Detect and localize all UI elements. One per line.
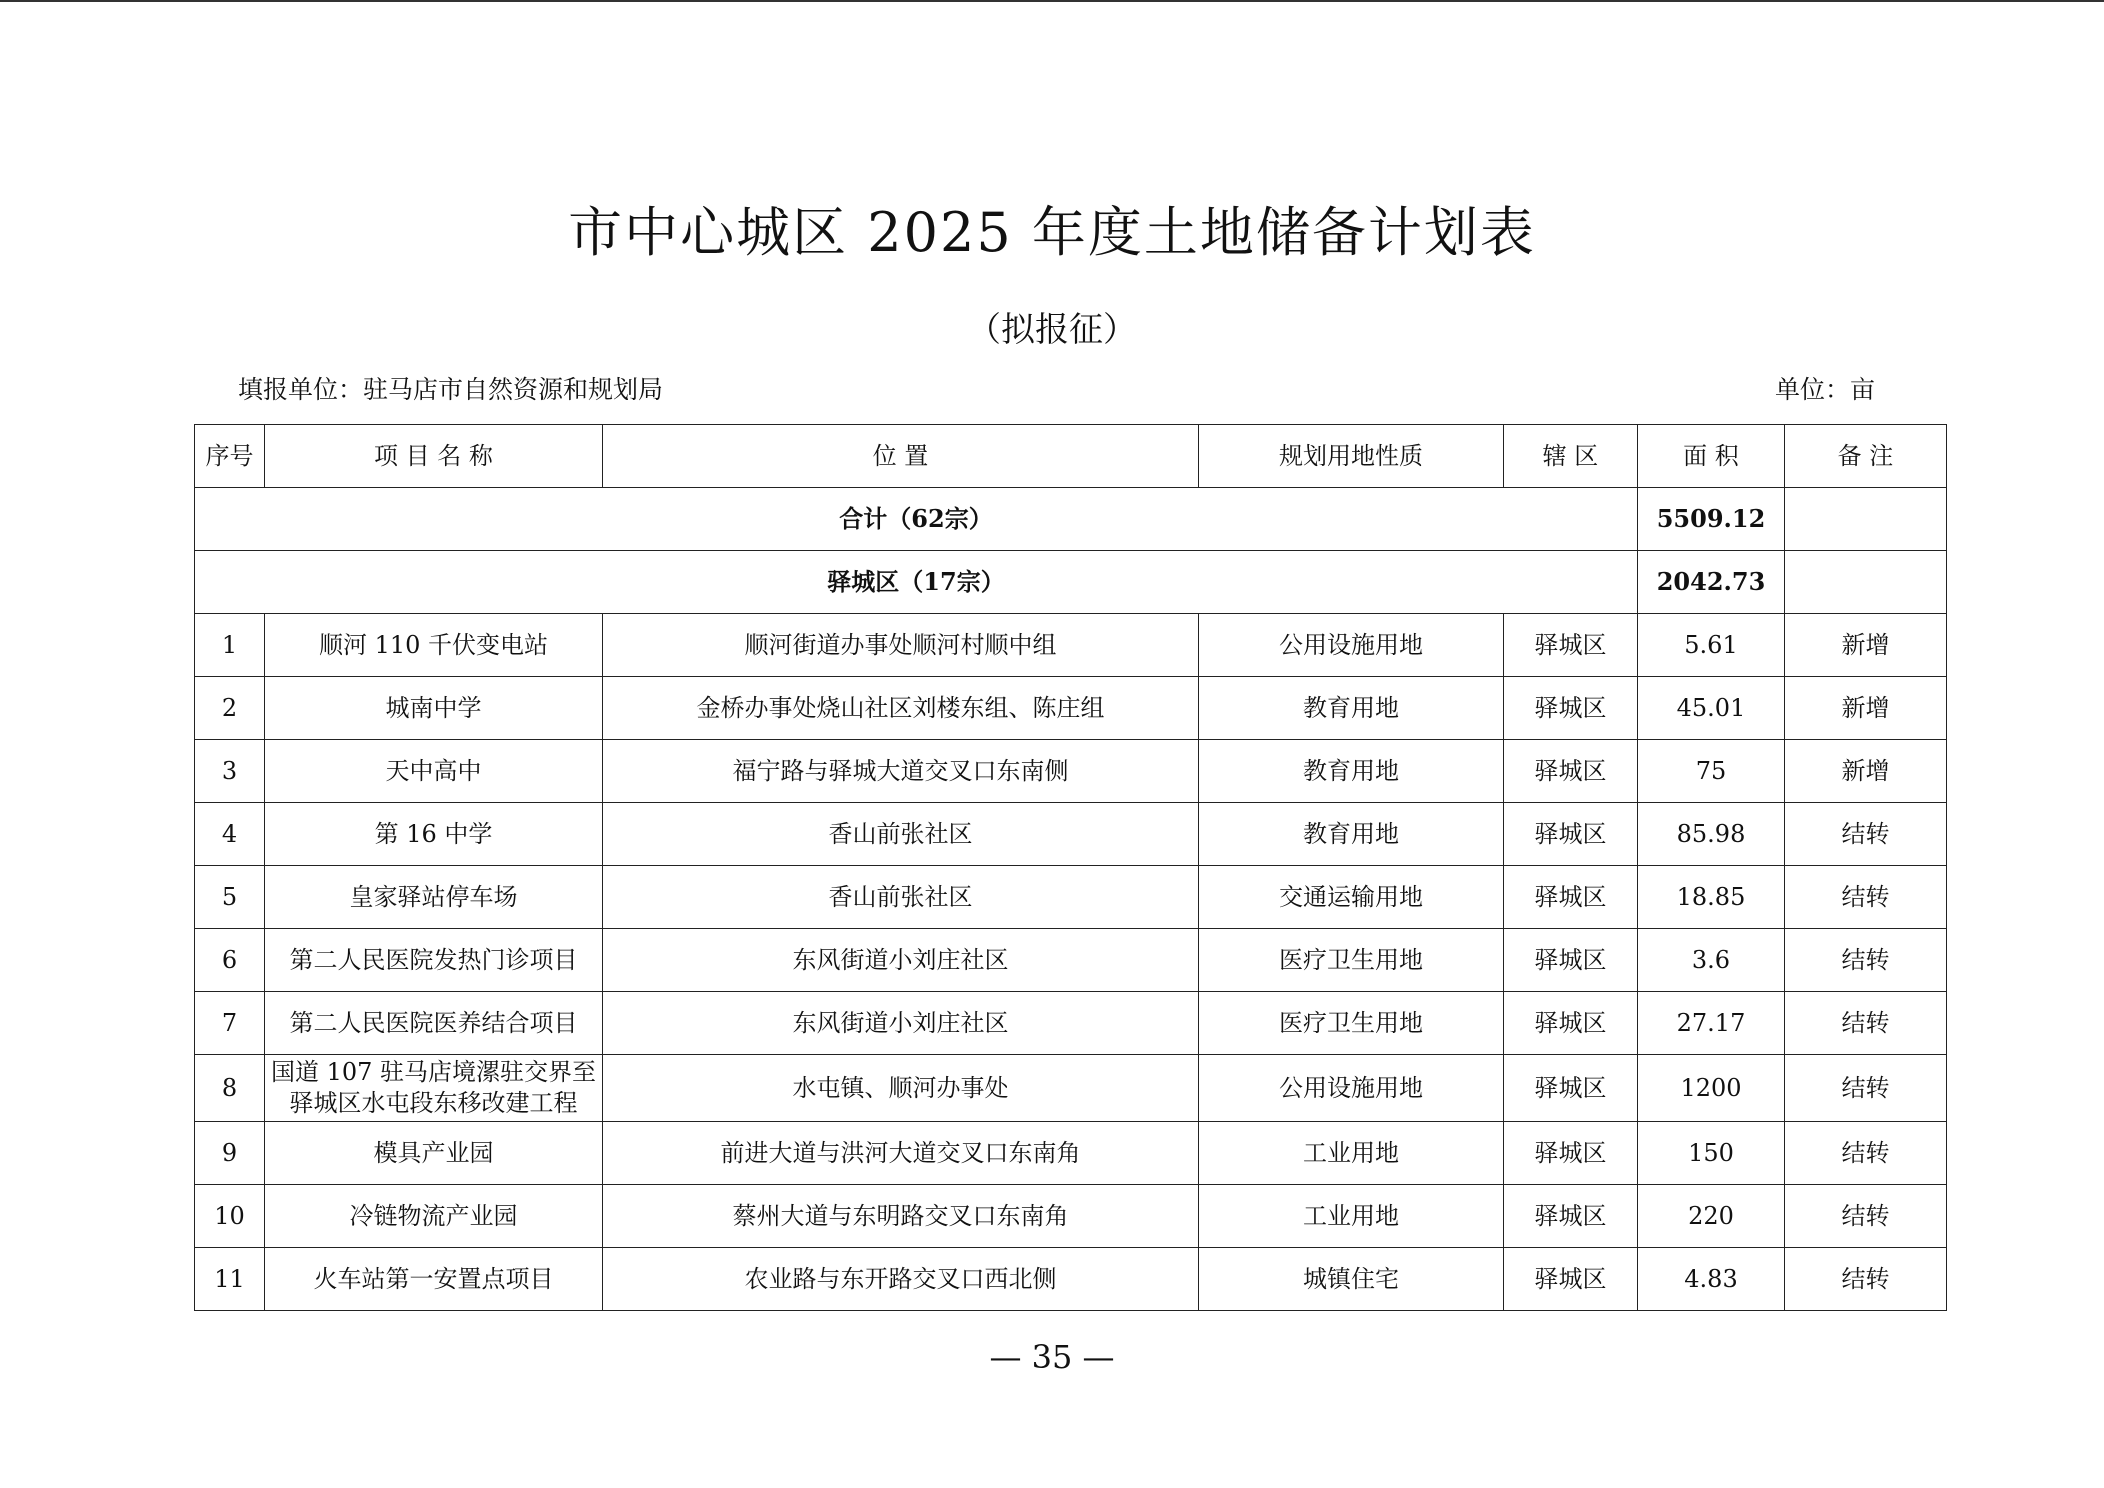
page-number: — 35 — (989, 1338, 1115, 1376)
table-row (195, 866, 1947, 929)
cell-location: 东风街道小刘庄社区 (603, 929, 1199, 992)
cell-name: 冷链物流产业园 (265, 1185, 603, 1248)
cell-no: 5 (195, 866, 265, 929)
cell-district: 驿城区 (1504, 803, 1638, 866)
cell-district: 驿城区 (1504, 1248, 1638, 1311)
table-row (195, 1248, 1947, 1311)
cell-location: 顺河街道办事处顺河村顺中组 (603, 614, 1199, 677)
subtotal-area: 2042.73 (1638, 551, 1785, 614)
cell-location: 香山前张社区 (603, 866, 1199, 929)
table-row (195, 1122, 1947, 1185)
cell-name (265, 1055, 603, 1122)
cell-note: 结转 (1785, 929, 1947, 992)
cell-district: 驿城区 (1504, 929, 1638, 992)
cell-use: 工业用地 (1199, 1122, 1504, 1185)
table-header-row (195, 425, 1947, 488)
cell-district: 驿城区 (1504, 677, 1638, 740)
table-row (195, 1055, 1947, 1122)
header-name: 项 目 名 称 (265, 425, 603, 488)
document-subtitle: （拟报征） (967, 310, 1137, 350)
header-no: 序号 (195, 425, 265, 488)
cell-note: 结转 (1785, 1122, 1947, 1185)
table-row (195, 614, 1947, 677)
cell-location: 香山前张社区 (603, 803, 1199, 866)
subtotal-label: 驿城区（17宗） (195, 551, 1638, 614)
cell-district: 驿城区 (1504, 1122, 1638, 1185)
cell-location: 前进大道与洪河大道交叉口东南角 (603, 1122, 1199, 1185)
cell-no: 1 (195, 614, 265, 677)
cell-note: 结转 (1785, 1055, 1947, 1122)
cell-area: 4.83 (1638, 1248, 1785, 1311)
cell-use: 公用设施用地 (1199, 1055, 1504, 1122)
cell-name: 顺河 110 千伏变电站 (265, 614, 603, 677)
cell-note: 新增 (1785, 614, 1947, 677)
cell-no: 9 (195, 1122, 265, 1185)
cell-name: 天中高中 (265, 740, 603, 803)
cell-name: 火车站第一安置点项目 (265, 1248, 603, 1311)
cell-no: 3 (195, 740, 265, 803)
cell-no: 8 (195, 1055, 265, 1122)
cell-location: 蔡州大道与东明路交叉口东南角 (603, 1185, 1199, 1248)
header-area: 面 积 (1638, 425, 1785, 488)
cell-name: 第二人民医院发热门诊项目 (265, 929, 603, 992)
subtotal-row (195, 551, 1947, 614)
document-title: 市中心城区 2025 年度土地储备计划表 (568, 201, 1536, 264)
total-note (1785, 488, 1947, 551)
cell-use: 医疗卫生用地 (1199, 929, 1504, 992)
cell-no: 4 (195, 803, 265, 866)
cell-use: 公用设施用地 (1199, 614, 1504, 677)
cell-note: 结转 (1785, 866, 1947, 929)
cell-area: 45.01 (1638, 677, 1785, 740)
page-top-border (0, 0, 2104, 2)
cell-use: 交通运输用地 (1199, 866, 1504, 929)
cell-note: 结转 (1785, 992, 1947, 1055)
unit-label: 单位：亩 (1775, 375, 1876, 404)
cell-note: 结转 (1785, 1248, 1947, 1311)
cell-name: 第 16 中学 (265, 803, 603, 866)
land-reserve-table (194, 424, 1947, 1311)
cell-name: 模具产业园 (265, 1122, 603, 1185)
cell-area: 27.17 (1638, 992, 1785, 1055)
cell-location: 农业路与东开路交叉口西北侧 (603, 1248, 1199, 1311)
cell-name: 第二人民医院医养结合项目 (265, 992, 603, 1055)
cell-note: 新增 (1785, 740, 1947, 803)
cell-no: 7 (195, 992, 265, 1055)
header-use: 规划用地性质 (1199, 425, 1504, 488)
cell-note: 结转 (1785, 803, 1947, 866)
cell-district: 驿城区 (1504, 866, 1638, 929)
cell-area: 75 (1638, 740, 1785, 803)
cell-use: 工业用地 (1199, 1185, 1504, 1248)
cell-area: 3.6 (1638, 929, 1785, 992)
cell-area: 220 (1638, 1185, 1785, 1248)
cell-area: 1200 (1638, 1055, 1785, 1122)
table-row (195, 803, 1947, 866)
cell-district: 驿城区 (1504, 740, 1638, 803)
cell-no: 2 (195, 677, 265, 740)
cell-name: 皇家驿站停车场 (265, 866, 603, 929)
header-location: 位 置 (603, 425, 1199, 488)
cell-use: 教育用地 (1199, 740, 1504, 803)
table-row (195, 740, 1947, 803)
cell-location: 水屯镇、顺河办事处 (603, 1055, 1199, 1122)
cell-area: 5.61 (1638, 614, 1785, 677)
cell-note: 新增 (1785, 677, 1947, 740)
cell-use: 教育用地 (1199, 677, 1504, 740)
cell-note: 结转 (1785, 1185, 1947, 1248)
total-label: 合计（62宗） (195, 488, 1638, 551)
cell-no: 11 (195, 1248, 265, 1311)
cell-name: 城南中学 (265, 677, 603, 740)
reporting-unit: 填报单位：驻马店市自然资源和规划局 (238, 375, 664, 404)
table-row (195, 1185, 1947, 1248)
cell-no: 6 (195, 929, 265, 992)
cell-location: 福宁路与驿城大道交叉口东南侧 (603, 740, 1199, 803)
header-district: 辖 区 (1504, 425, 1638, 488)
cell-area: 150 (1638, 1122, 1785, 1185)
total-area: 5509.12 (1638, 488, 1785, 551)
cell-name-line2: 驿城区水屯段东移改建工程 (289, 1089, 578, 1117)
cell-use: 医疗卫生用地 (1199, 992, 1504, 1055)
cell-district: 驿城区 (1504, 992, 1638, 1055)
table-row (195, 677, 1947, 740)
cell-district: 驿城区 (1504, 1185, 1638, 1248)
cell-name-line1: 国道 107 驻马店境漯驻交界至 (270, 1058, 597, 1086)
cell-use: 城镇住宅 (1199, 1248, 1504, 1311)
cell-location: 东风街道小刘庄社区 (603, 992, 1199, 1055)
cell-area: 18.85 (1638, 866, 1785, 929)
cell-no: 10 (195, 1185, 265, 1248)
table-row (195, 929, 1947, 992)
cell-district: 驿城区 (1504, 1055, 1638, 1122)
cell-area: 85.98 (1638, 803, 1785, 866)
cell-use: 教育用地 (1199, 803, 1504, 866)
cell-district: 驿城区 (1504, 614, 1638, 677)
total-row (195, 488, 1947, 551)
subtotal-note (1785, 551, 1947, 614)
cell-location: 金桥办事处烧山社区刘楼东组、陈庄组 (603, 677, 1199, 740)
table-row (195, 992, 1947, 1055)
header-note: 备 注 (1785, 425, 1947, 488)
